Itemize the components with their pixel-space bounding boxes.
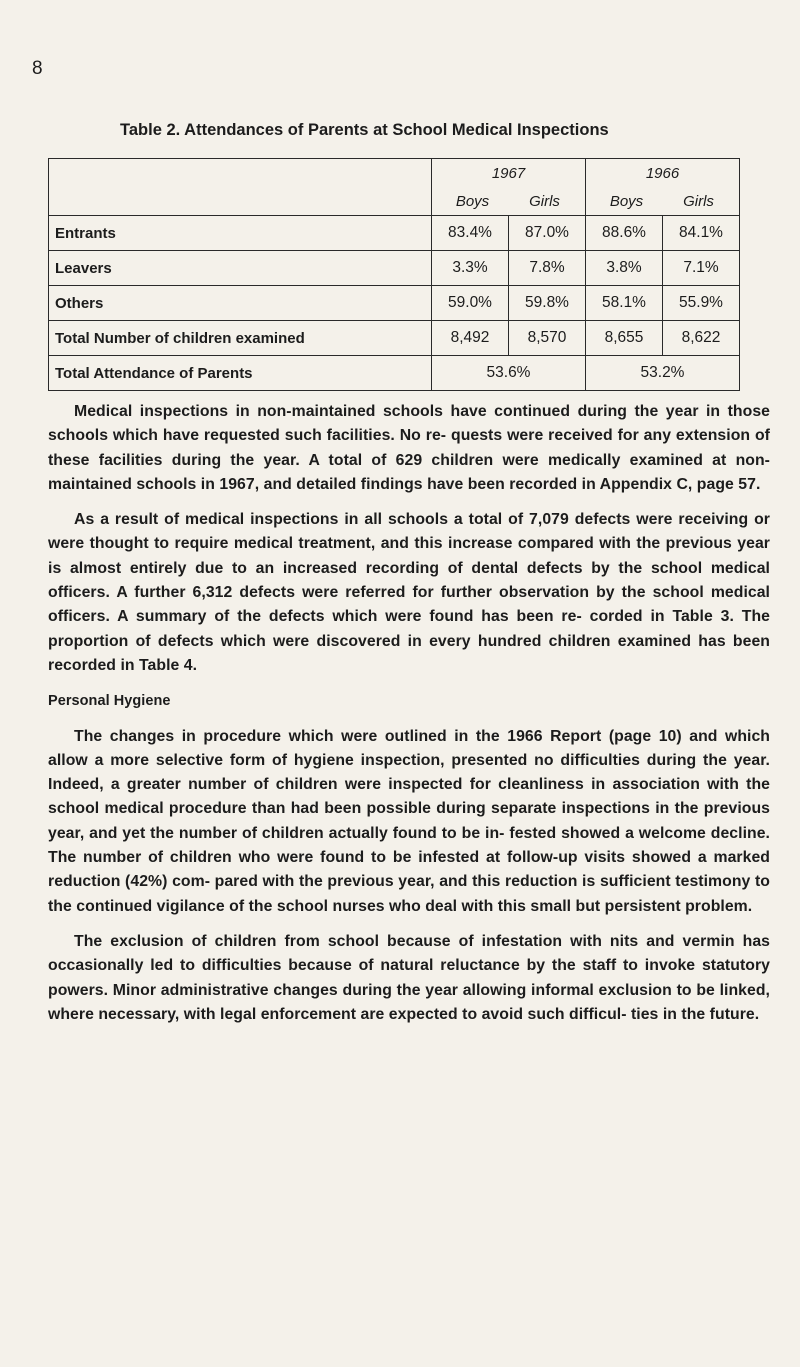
cell: 7.8% bbox=[509, 251, 586, 286]
table-row bbox=[49, 286, 740, 321]
row-label: Entrants bbox=[49, 216, 432, 251]
cell: 87.0% bbox=[509, 216, 586, 251]
table-header-years bbox=[49, 159, 740, 188]
cell: 58.1% bbox=[586, 286, 663, 321]
row-label: Leavers bbox=[49, 251, 432, 286]
attendance-table bbox=[48, 158, 740, 391]
cell: 8,570 bbox=[509, 321, 586, 356]
page-number: 8 bbox=[32, 58, 43, 79]
cell: 59.8% bbox=[509, 286, 586, 321]
paragraph: The changes in procedure which were outlined in the 1966 Report (page 10) and which allow a more selective form of hygiene inspection, presented no difficulties during the year. Indeed, a greater number of children were inspected for cleanliness in association with the school medical procedure than had been possible during separate inspections in the previous year, and yet the number of children actually found to be in- fested showed a welcome decline. The number of children who were found to be infested at follow-up visits showed a marked reduction (42%) com- pared with the previous year, and this reduction is sufficient testimony to the continued vigilance of the school nurses who deal with this small but persistent problem. bbox=[48, 727, 770, 915]
cell: 8,492 bbox=[432, 321, 509, 356]
table-title: Table 2. Attendances of Parents at School Medical Inspections bbox=[120, 121, 609, 139]
header-boys-1966: Boys bbox=[609, 192, 644, 210]
body-text bbox=[48, 400, 770, 1038]
cell: 88.6% bbox=[586, 216, 663, 251]
cell: 84.1% bbox=[663, 216, 740, 251]
header-girls-1966: Girls bbox=[683, 192, 714, 210]
header-empty-cell bbox=[49, 159, 432, 216]
header-boys-1967: Boys bbox=[455, 192, 490, 210]
table-row bbox=[49, 321, 740, 356]
header-sub-1966 bbox=[586, 187, 740, 216]
header-sub-1967 bbox=[432, 187, 586, 216]
cell: 83.4% bbox=[432, 216, 509, 251]
paragraph: As a result of medical inspections in all schools a total of 7,079 defects were receiving or were thought to require medical treatment, and this increase compared with the previous year is almost entirely due to an increased recording of dental defects by the school medical officers. A further 6,312 defects were referred for further observation by the school medical officers. A summary of the defects which were found has been re- corded in Table 3. The proportion of defects which were discovered in every hundred children examined has been recorded in Table 4. bbox=[48, 511, 770, 674]
table-total-row bbox=[49, 356, 740, 391]
cell: 7.1% bbox=[663, 251, 740, 286]
section-heading: Personal Hygiene bbox=[48, 693, 171, 710]
paragraph: The exclusion of children from school because of infestation with nits and vermin has occasionally led to difficulties because of natural reluctance by the staff to invoke statutory powers. Minor administrative changes during the year allowing informal exclusion to be linked, where necessary, with legal enforcement are expected to avoid such difficul- ties in the future. bbox=[48, 932, 770, 1023]
table-row bbox=[49, 251, 740, 286]
row-label: Total Number of children examined bbox=[49, 321, 432, 356]
header-girls-1967: Girls bbox=[529, 192, 560, 210]
cell: 8,622 bbox=[663, 321, 740, 356]
cell: 55.9% bbox=[663, 286, 740, 321]
cell-total-1967: 53.6% bbox=[432, 356, 586, 391]
row-label: Others bbox=[49, 286, 432, 321]
cell: 59.0% bbox=[432, 286, 509, 321]
cell: 8,655 bbox=[586, 321, 663, 356]
header-year-1967: 1967 bbox=[432, 159, 586, 188]
cell-total-1966: 53.2% bbox=[586, 356, 740, 391]
table-row bbox=[49, 216, 740, 251]
header-year-1966: 1966 bbox=[586, 159, 740, 188]
paragraph: Medical inspections in non-maintained schools have continued during the year in those schools which have requested such facilities. No re- quests were received for any extension of these facilities during the year. A total of 629 children were medically examined at non-maintained schools in 1967, and detailed findings have been recorded in Appendix C, page 57. bbox=[48, 403, 770, 493]
row-label: Total Attendance of Parents bbox=[49, 356, 432, 391]
cell: 3.3% bbox=[432, 251, 509, 286]
cell: 3.8% bbox=[586, 251, 663, 286]
